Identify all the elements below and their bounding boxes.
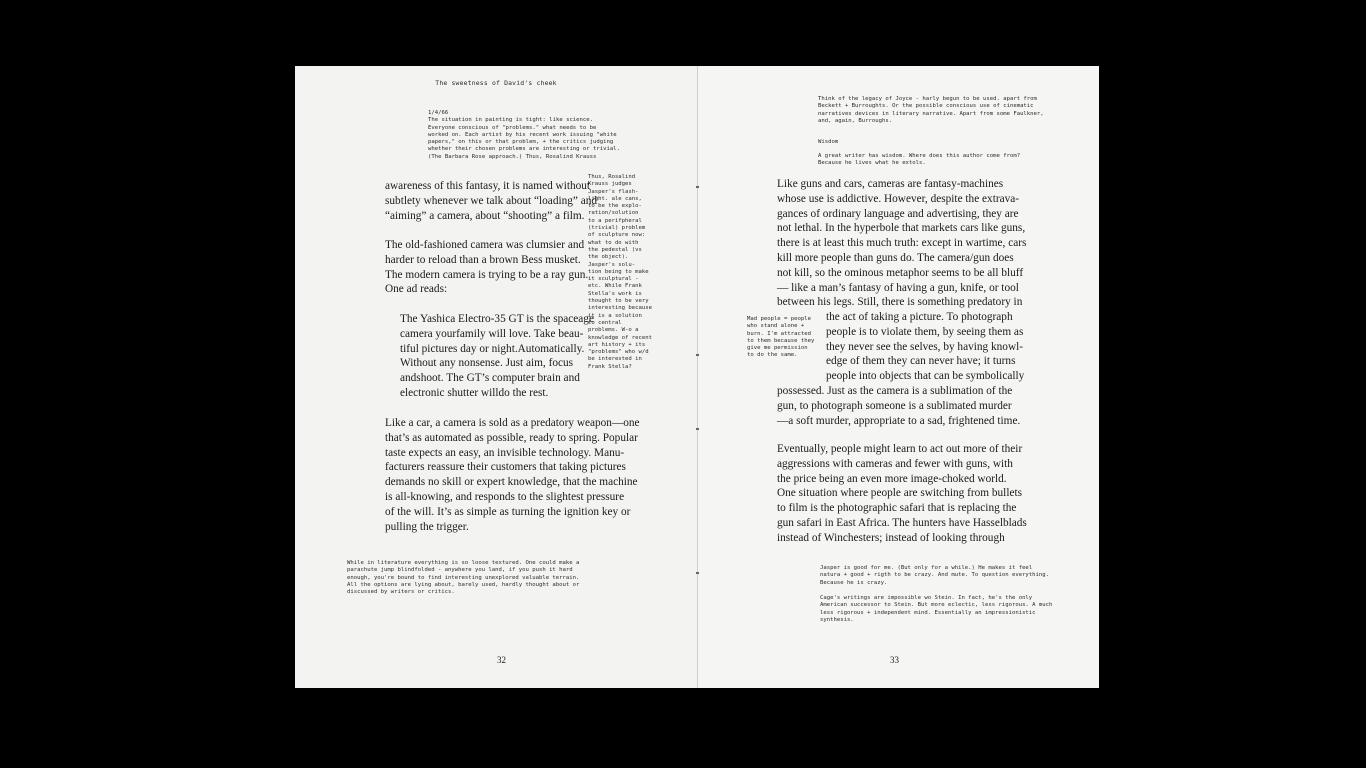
text-line: Thus, Rosalind — [588, 174, 636, 180]
text-line: Jasper's solu- — [588, 261, 636, 268]
text-line: of sculpture now: — [588, 232, 646, 239]
text-line: One situation where people are switching from bullets — [777, 487, 1023, 500]
text-line: The modern camera is trying to be a ray gun. — [385, 268, 589, 281]
text-line: Cage's writings are impossible wo Stein. In fact, he's the only — [820, 595, 1033, 601]
left-page — [295, 66, 697, 688]
text-line: etc. While Frank — [588, 283, 642, 290]
text-line: taste expects an easy, an invisible technology. Manu- — [385, 446, 625, 459]
paragraph-2 — [385, 238, 588, 297]
text-line: is all-knowing, and responds to the slightest pressure — [385, 490, 625, 503]
text-line: 1/4/66 — [428, 110, 449, 116]
text-line: gun safari in East Africa. The hunters have Hasselblads — [777, 516, 1027, 529]
text-line: whose use is addictive. However, despite the extrava- — [777, 192, 1020, 205]
text-line: to be the explo- — [588, 203, 642, 210]
text-line: to film is the photographic safari that is replacing the — [777, 502, 1017, 515]
text-line: "problems" who w/d — [588, 349, 649, 356]
text-line: harder to reload than a brown Bess musket. — [385, 253, 581, 266]
text-line: “aiming” a camera, about “shooting” a film. — [385, 209, 585, 222]
text-line: edge of them they can never have; it turns — [826, 355, 1016, 368]
binding-stitch — [696, 354, 699, 356]
text-line: synthesis. — [820, 616, 854, 623]
text-line: be interested in — [588, 356, 642, 363]
text-line: knowledge of recent — [588, 334, 652, 341]
text-line: not lethal. In the hyperbole that markets cars like guns, — [777, 222, 1026, 235]
text-line: to a perifpheral — [588, 217, 642, 224]
text-line: kill more people than guns do. The camera/gun does — [777, 251, 1014, 264]
journal-note — [428, 110, 620, 161]
text-line: and, again, Burroughs. — [818, 117, 893, 124]
text-line: Think of the legacy of Joyce - harly begun to be used. apart from — [818, 96, 1037, 102]
text-line: whether their chosen problems are interesting or trivial. — [428, 146, 620, 153]
text-line: parachute jump blindfolded - anywhere you land, if you push it hard — [347, 567, 573, 574]
margin-note — [747, 316, 814, 360]
text-line: Like guns and cars, cameras are fantasy-machines — [777, 178, 1004, 190]
text-line: demands no skill or expert knowledge, that the machine — [385, 476, 638, 489]
top-note — [818, 96, 1044, 125]
binding-stitch — [696, 186, 699, 188]
text-line: American successor to Stein. But more eclectic, less rigorous. A much — [820, 602, 1053, 609]
text-line: gun, to photograph someone is a sublimated murder — [777, 399, 1012, 412]
text-line: The situation in painting is tight: like science. — [428, 117, 594, 124]
text-line: narratives devices in literary narrative. Apart from some Faulkner, — [818, 110, 1044, 117]
text-line: there is at least this much truth: except in wartime, cars — [777, 237, 1027, 250]
text-line: of the will. It’s as simple as turning the ignition key or — [385, 505, 631, 518]
text-line: All the options are lying about, barely used, hardly thought about or — [347, 581, 580, 588]
text-line: give me permission — [747, 345, 808, 352]
text-line: A great writer has wisdom. Where does this author come from? — [818, 153, 1021, 159]
text-line: the price being an even more image-choked world. — [777, 472, 1007, 485]
text-line: Jasper is good for me. (But only for a while.) He makes it feel — [820, 565, 1033, 571]
text-line: discussed by writers or critics. — [347, 589, 455, 596]
wisdom-heading: Wisdom — [818, 139, 839, 145]
text-line: problems. W-o a — [588, 327, 639, 334]
paragraph-1-indented — [826, 310, 1024, 384]
wisdom-note — [818, 153, 1020, 168]
text-line: people into objects that can be symbolically — [826, 370, 1025, 383]
text-line: camera yourfamily will love. Take beau- — [400, 327, 584, 340]
paragraph-1-top — [777, 177, 1026, 310]
text-line: the object). — [588, 254, 629, 261]
text-line: worked on. Each artist by his recent work issuing "white — [428, 131, 617, 138]
text-line: who stand alone + — [747, 323, 805, 330]
text-line: interesting because — [588, 305, 652, 312]
text-line: possessed. Just as the camera is a sublimation of the — [777, 385, 1013, 397]
text-line: gances of ordinary language and advertising, they are — [777, 207, 1019, 220]
bottom-note-cage — [820, 595, 1052, 624]
text-line: Because he is crazy. — [820, 579, 888, 586]
text-line: tiful pictures day or night.Automatically. — [400, 342, 585, 355]
paragraph-1-end — [777, 384, 1020, 428]
text-line: (The Barbara Rose approach.) Thus, Rosalind Krauss — [428, 153, 597, 160]
text-line: andshoot. The GT’s computer brain and — [400, 372, 580, 385]
text-line: While in literature everything is so loose textured. One could make a — [347, 560, 580, 566]
text-line: the pedestal (vs — [588, 246, 642, 253]
text-line: they never see the selves, by having knowl- — [826, 340, 1024, 353]
text-line: Mad people = people — [747, 316, 811, 322]
text-line: Eventually, people might learn to act out more of their — [777, 443, 1023, 455]
text-line: not kill, so the ominous metaphor seems to be all bluff — [777, 266, 1024, 279]
text-line: Because he lives what he extols. — [818, 160, 926, 167]
text-line: electronic shutter willdo the rest. — [400, 386, 549, 399]
text-line: pulling the trigger. — [385, 520, 469, 533]
text-line: enough, you're bound to find interesting unexplored valuable terrain. — [347, 574, 580, 581]
text-line: — like a man’s fantasy of having a gun, knife, or tool — [777, 281, 1019, 294]
ad-quote — [400, 312, 594, 401]
text-line: The Yashica Electro-35 GT is the spaceage — [400, 313, 594, 325]
text-line: subtlety whenever we talk about “loading” and — [385, 194, 598, 207]
text-line: awareness of this fantasy, it is named without — [385, 180, 591, 192]
text-line: light. ale cans, — [588, 195, 642, 202]
text-line: what to do with — [588, 239, 639, 246]
text-line: thought to be very — [588, 298, 649, 305]
paragraph-2 — [777, 442, 1027, 546]
text-line: art history + its — [588, 341, 646, 348]
text-line: tion being to make — [588, 268, 649, 275]
page-number: 32 — [497, 655, 506, 665]
text-line: ration/solution — [588, 210, 639, 217]
text-line: the act of taking a picture. To photograph — [826, 311, 1013, 323]
binding-stitch — [696, 428, 699, 430]
text-line: facturers reassure their customers that taking pictures — [385, 461, 626, 474]
text-line: —a soft murder, appropriate to a sad, frightened time. — [777, 414, 1021, 427]
paragraph-3 — [385, 416, 640, 534]
binding-stitch — [696, 572, 699, 574]
text-line: The old-fashioned camera was clumsier and — [385, 239, 585, 251]
side-note — [588, 174, 652, 371]
bottom-note-jasper — [820, 565, 1049, 587]
right-page — [698, 66, 1099, 688]
text-line: Without any nonsense. Just aim, focus — [400, 357, 574, 370]
text-line: to them because they — [747, 337, 815, 344]
text-line: it sculptural - — [588, 276, 639, 283]
text-line: between his legs. Still, there is something predatory in — [777, 296, 1023, 309]
text-line: (trivial) problem — [588, 225, 646, 232]
text-line: burn. I'm attracted — [747, 330, 811, 337]
text-line: less rigorous + independent mind. Essentially an impressionistic — [820, 609, 1036, 616]
text-line: Stella's work is — [588, 290, 642, 297]
text-line: Frank Stella? — [588, 363, 632, 370]
text-line: Beckett + Burroughts. Or the possible conscious use of cinematic — [818, 103, 1034, 110]
text-line: to do the same. — [747, 352, 798, 359]
text-line: Jasper's flash- — [588, 188, 639, 195]
text-line: papers," on this or that problem, + the critics judging — [428, 139, 614, 146]
text-line: instead of Winchesters; instead of looking through — [777, 531, 1005, 544]
text-line: that’s as automated as possible, ready to spring. Popular — [385, 431, 638, 444]
text-line: Everyone conscious of "problems." what needs to be — [428, 124, 597, 131]
running-head: The sweetness of David's cheek — [435, 79, 557, 87]
text-line: to central — [588, 319, 622, 326]
text-line: natura + good + rigth to be crazy. And mute. To question everything. — [820, 572, 1050, 579]
paragraph-1 — [385, 179, 597, 223]
text-line: One ad reads: — [385, 283, 448, 296]
page-number: 33 — [890, 655, 899, 665]
text-line: people is to violate them, by seeing them as — [826, 325, 1024, 338]
text-line: Krauss judges — [588, 181, 632, 188]
footnote — [347, 560, 579, 596]
text-line: aggressions with cameras and fewer with guns, with — [777, 457, 1013, 470]
text-line: it is a solution — [588, 312, 642, 319]
text-line: Like a car, a camera is sold as a predatory weapon—one — [385, 417, 640, 429]
